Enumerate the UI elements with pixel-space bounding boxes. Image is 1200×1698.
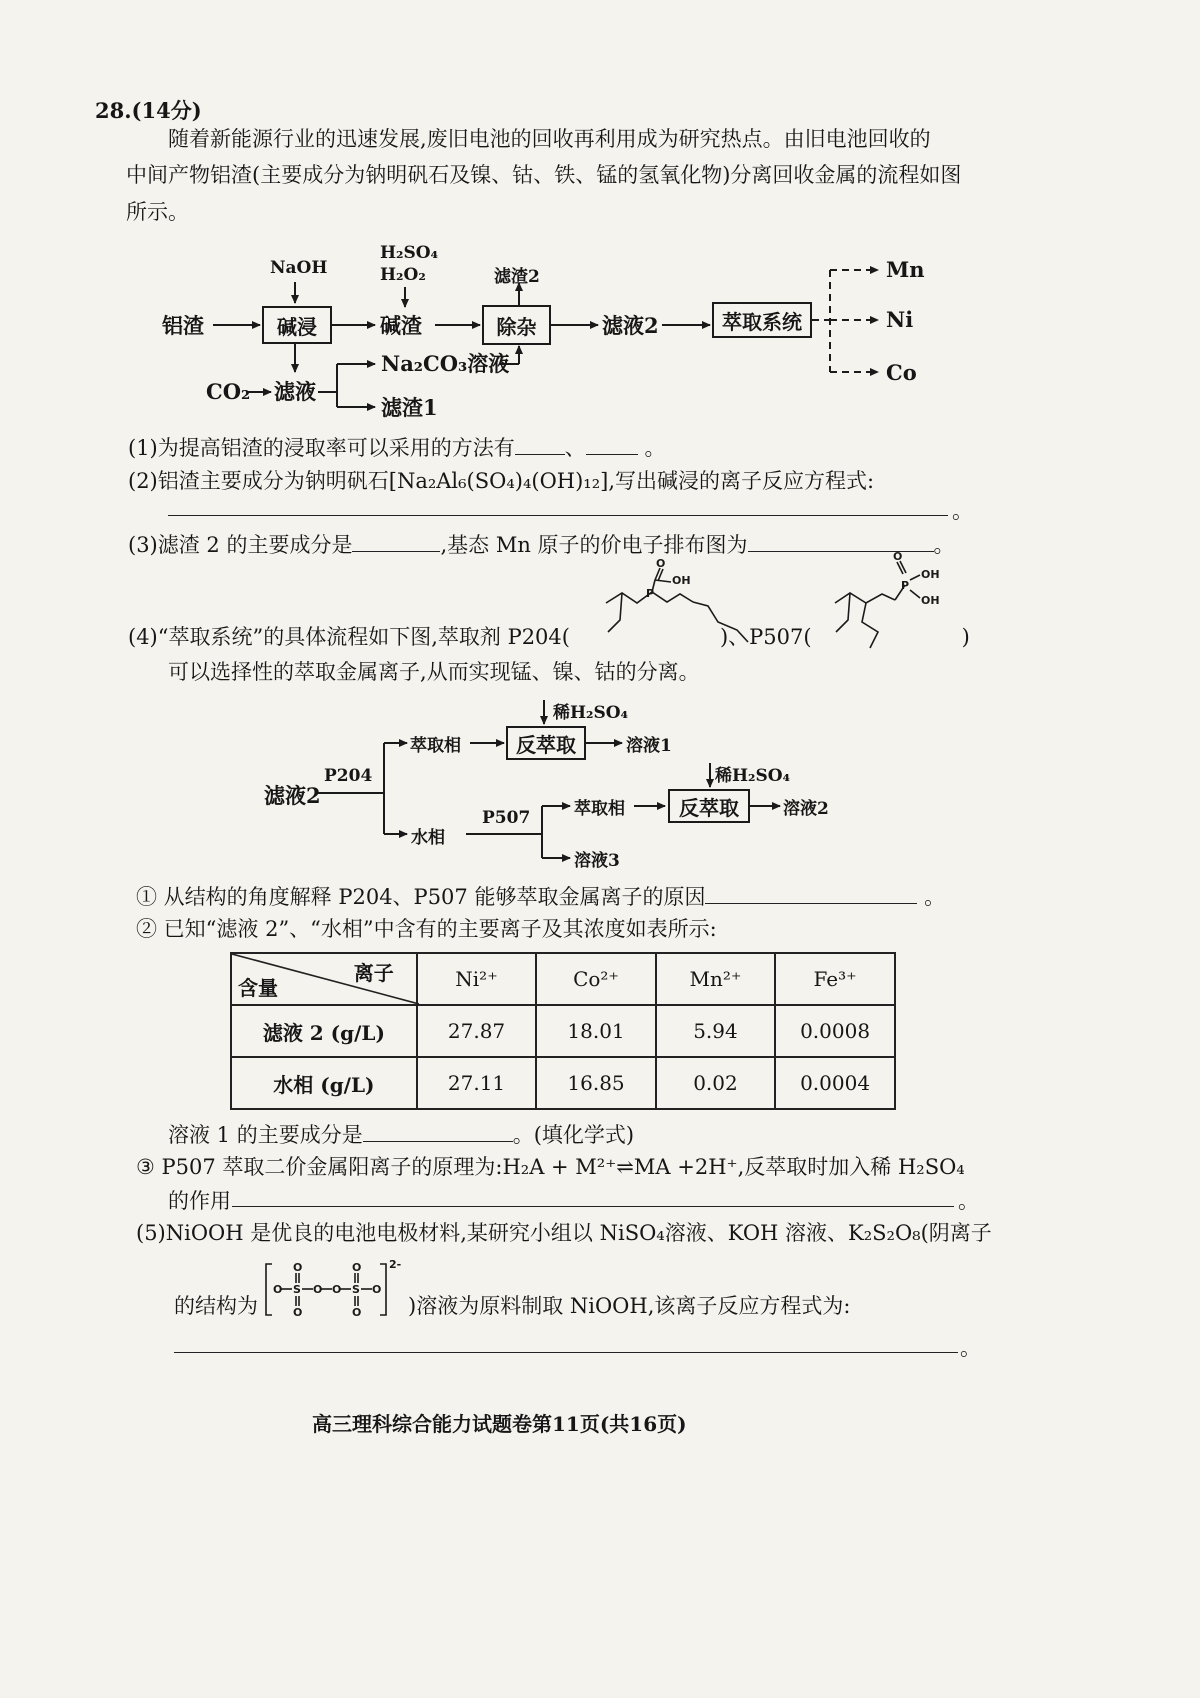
cell: 5.94: [656, 1005, 775, 1057]
filtrate-2-flow-label: 滤液2: [264, 783, 321, 808]
question-5-line-2b: )溶液为原料制取 NiOOH,该离子反应方程式为:: [408, 1294, 851, 1318]
question-5-end: 。: [960, 1336, 981, 1360]
sub-question-1-text: ① 从结构的角度解释 P204、P507 能够萃取金属离子的原因: [136, 885, 706, 909]
question-1-separator: 、: [564, 436, 586, 460]
p507-o-top: O: [893, 550, 903, 563]
mn-output: Mn: [886, 257, 925, 282]
filter-residue-1-label: 滤渣1: [381, 395, 438, 420]
p507-label: P507: [482, 808, 531, 828]
h2so4-label: H₂SO₄: [380, 243, 439, 263]
question-1-text: (1)为提高铝渣的浸取率可以采用的方法有: [128, 436, 515, 460]
p507-p-atom: P: [901, 579, 910, 592]
back-extraction-box-b: 反萃取: [668, 789, 750, 823]
answer-line-5[interactable]: [174, 1352, 958, 1353]
question-1-end: 。: [644, 436, 666, 460]
question-3-part-2: ,基态 Mn 原子的价电子排布图为: [440, 533, 748, 557]
o-atom: O: [273, 1283, 283, 1296]
p507-oh-2: OH: [921, 594, 940, 607]
impurity-removal-box: 除杂: [482, 305, 551, 345]
row-label-filtrate-2: 滤液 2 (g/L): [231, 1005, 417, 1057]
question-number: 28.(14分): [95, 98, 202, 123]
question-2-end: 。: [952, 499, 973, 523]
cell: 0.0004: [775, 1057, 895, 1109]
cell: 0.02: [656, 1057, 775, 1109]
o-atom: O: [352, 1306, 362, 1319]
cell: 0.0008: [775, 1005, 895, 1057]
question-4-close: ): [961, 625, 970, 649]
question-5-line-2a: 的结构为: [174, 1294, 258, 1318]
s-atom: S: [293, 1283, 301, 1296]
cell: 27.11: [417, 1057, 537, 1109]
cell: 18.01: [536, 1005, 656, 1057]
filtrate-2-label: 滤液2: [602, 313, 659, 338]
o-atom: O: [293, 1306, 303, 1319]
co2-label: CO₂: [206, 379, 251, 404]
extract-phase-label-a: 萃取相: [410, 736, 461, 756]
sodium-carbonate-label: Na₂CO₃溶液: [381, 351, 510, 376]
s-atom: S: [352, 1283, 360, 1296]
p507-oh-1: OH: [921, 568, 940, 581]
back-extraction-box-a: 反萃取: [506, 726, 586, 760]
page-footer: 高三理科综合能力试题卷第11页(共16页): [312, 1412, 687, 1436]
alkali-leach-box: 碱浸: [262, 306, 332, 344]
ni-output: Ni: [886, 307, 914, 332]
solution-1-label: 溶液1: [626, 736, 672, 756]
sub-question-2: ② 已知“滤液 2”、“水相”中含有的主要离子及其浓度如表所示:: [136, 917, 717, 941]
question-4-mid: )、P507(: [719, 625, 812, 649]
dilute-h2so4-label-b: 稀H₂SO₄: [715, 766, 791, 786]
p204-p-atom: P: [646, 587, 655, 600]
question-2-prefix: (2)铝渣主要成分为钠明矾石: [128, 469, 389, 493]
alkali-residue-label: 碱渣: [380, 313, 422, 338]
corner-content-label: 含量: [238, 976, 278, 1000]
sub-question-3-end: 。: [958, 1189, 979, 1213]
aluminum-residue-label: 铝渣: [162, 313, 204, 338]
o-atom: O: [352, 1261, 362, 1274]
charge-label: 2-: [389, 1258, 402, 1271]
solution-1-end: 。(填化学式): [512, 1123, 635, 1147]
corner-ion-label: 离子: [353, 961, 394, 985]
header-mn: Mn²⁺: [656, 953, 775, 1005]
question-2-suffix: ,写出碱浸的离子反应方程式:: [608, 469, 875, 493]
filtrate-label: 滤液: [274, 379, 316, 404]
header-ni: Ni²⁺: [417, 953, 537, 1005]
water-phase-label: 水相: [411, 828, 445, 848]
h2o2-label: H₂O₂: [380, 265, 426, 285]
header-co: Co²⁺: [536, 953, 656, 1005]
solution-3-label: 溶液3: [574, 851, 620, 871]
sub-question-3-line-2: 的作用: [168, 1189, 231, 1213]
p204-o-top: O: [656, 557, 666, 570]
p204-oh: OH: [672, 574, 691, 587]
intro-line-3: 所示。: [126, 200, 189, 224]
naoh-label: NaOH: [270, 258, 328, 278]
question-4-part-1: (4)“萃取系统”的具体流程如下图,萃取剂 P204(: [128, 625, 570, 649]
header-fe: Fe³⁺: [775, 953, 895, 1005]
question-3-part-1: (3)滤渣 2 的主要成分是: [128, 533, 353, 557]
question-3-end: 。: [933, 533, 955, 557]
row-label-water-phase: 水相 (g/L): [231, 1057, 417, 1109]
o-atom: O: [293, 1261, 303, 1274]
natroalunite-formula: [Na₂Al₆(SO₄)₄(OH)₁₂]: [388, 469, 609, 493]
sub-question-1-end: 。: [924, 885, 946, 909]
o-atom: O: [332, 1283, 342, 1296]
cell: 16.85: [536, 1057, 656, 1109]
dilute-h2so4-label-a: 稀H₂SO₄: [553, 703, 629, 723]
filter-residue-2-label: 滤渣2: [494, 267, 540, 287]
extraction-system-box: 萃取系统: [712, 302, 812, 338]
p204-label: P204: [324, 766, 373, 786]
o-atom: O: [372, 1283, 382, 1296]
solution-1-text: 溶液 1 的主要成分是: [168, 1123, 363, 1147]
cell: 27.87: [417, 1005, 537, 1057]
co-output: Co: [886, 360, 917, 385]
sub-question-3-line-1: ③ P507 萃取二价金属阳离子的原理为:H₂A + M²⁺⇌MA +2H⁺,反萃取时加入稀 H₂SO₄: [136, 1155, 965, 1179]
intro-line-1: 随着新能源行业的迅速发展,废旧电池的回收再利用成为研究热点。由旧电池回收的: [168, 127, 931, 151]
extract-phase-label-b: 萃取相: [574, 799, 625, 819]
o-atom: O: [313, 1283, 323, 1296]
solution-2-label: 溶液2: [783, 799, 829, 819]
question-5-line-1: (5)NiOOH 是优良的电池电极材料,某研究小组以 NiSO₄溶液、KOH 溶液、K₂S₂O₈(阴离子: [136, 1221, 992, 1245]
intro-line-2: 中间产物铝渣(主要成分为钠明矾石及镍、钴、铁、锰的氢氧化物)分离回收金属的流程如图: [126, 163, 962, 187]
question-4-line-2: 可以选择性的萃取金属离子,从而实现锰、镍、钴的分离。: [168, 660, 700, 684]
